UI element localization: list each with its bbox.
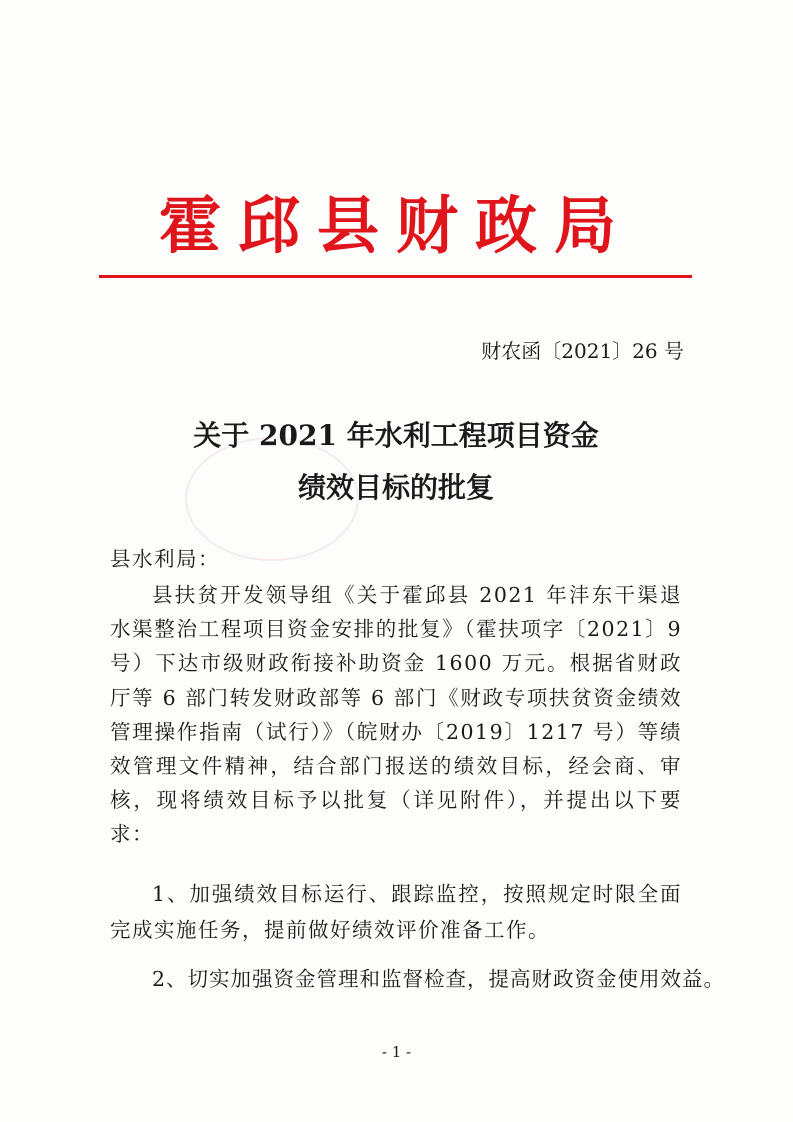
body-paragraph-3: 2、切实加强资金管理和监督检查，提高财政资金使用效益。: [152, 967, 726, 991]
document-title-line-1: 关于 2021 年水利工程项目资金: [193, 419, 599, 452]
red-separator-line: [99, 275, 692, 278]
salutation: 县水利局：: [110, 547, 220, 571]
issuer-masthead: 霍邱县财政局: [158, 189, 633, 262]
document-number: 财农函〔2021〕26 号: [481, 339, 684, 363]
body-paragraph-2: 1、加强绩效目标运行、跟踪监控，按照规定时限全面完成实施任务，提前做好绩效评价准备工作。: [110, 882, 682, 942]
page-number: - 1 -: [381, 1043, 412, 1061]
document-title-line-2: 绩效目标的批复: [297, 471, 494, 504]
body-paragraph-1: 县扶贫开发领导组《关于霍邱县 2021 年沣东干渠退水渠整治工程项目资金安排的批复》（霍扶项字〔2021〕9 号）下达市级财政衔接补助资金 1600 万元。根据省财政厅等 6 部门转发财政部等 6 部门《财政专项扶贫资金绩效管理操作指南（试行）》（皖财办〔2019〕1217 号）等绩效管理文件精神，结合部门报送的绩效目标，经会商、审核，现将绩效目标予以批复（详见附件），并提出以下要求：: [110, 583, 682, 847]
